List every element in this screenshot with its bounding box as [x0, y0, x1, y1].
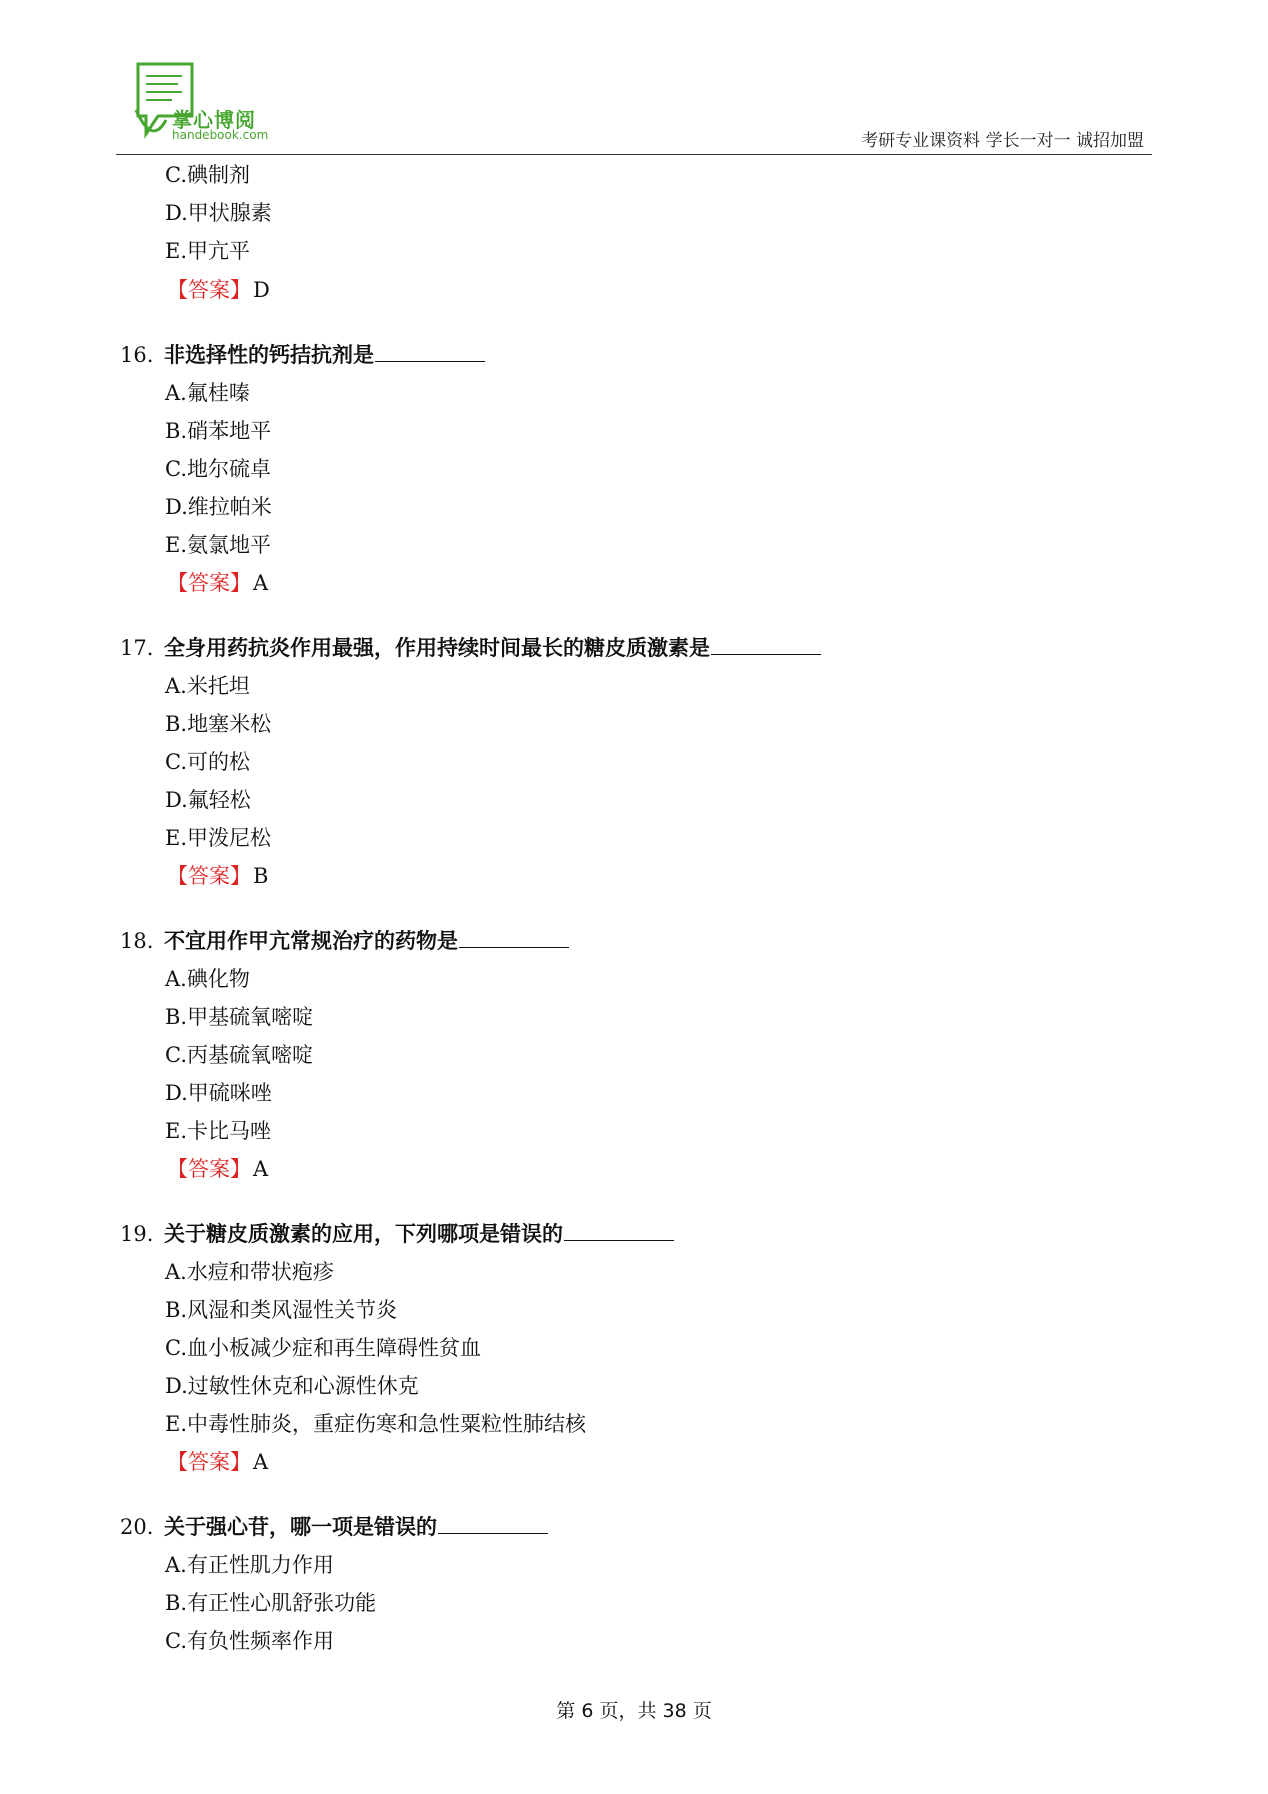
- option-line: B.地塞米松: [165, 712, 272, 736]
- page-number: 第 6 页，共 38 页: [556, 1700, 712, 1722]
- question-stem: 16. 非选择性的钙拮抗剂是: [120, 340, 485, 370]
- option-line: A.米托坦: [165, 674, 250, 698]
- option-line: B.硝苯地平: [165, 419, 272, 443]
- answer-blank: [375, 341, 485, 362]
- logo-name: 掌心博阅: [172, 108, 256, 132]
- answer-blank: [459, 927, 569, 948]
- option-line: D.氟轻松: [165, 788, 251, 812]
- question-stem: 19. 关于糖皮质激素的应用，下列哪项是错误的: [120, 1219, 674, 1249]
- answer-line: 【答案】D: [167, 278, 270, 302]
- option-line: C.地尔硫卓: [165, 457, 271, 481]
- header-divider: [116, 154, 1152, 155]
- header-slogan: 考研专业课资料 学长一对一 诚招加盟: [861, 131, 1144, 151]
- answer-blank: [564, 1220, 674, 1241]
- option-line: A.水痘和带状疱疹: [165, 1260, 334, 1284]
- question-stem: 17. 全身用药抗炎作用最强，作用持续时间最长的糖皮质激素是: [120, 633, 821, 663]
- option-line: A.有正性肌力作用: [165, 1553, 334, 1577]
- page-header: [0, 0, 1268, 160]
- answer-line: 【答案】A: [167, 571, 269, 595]
- option-line: E.中毒性肺炎，重症伤寒和急性粟粒性肺结核: [165, 1412, 587, 1436]
- option-line: B.甲基硫氧嘧啶: [165, 1005, 314, 1029]
- option-line: B.有正性心肌舒张功能: [165, 1591, 377, 1615]
- page-footer: [0, 1696, 1268, 1723]
- option-line: E.氨氯地平: [165, 533, 272, 557]
- answer-line: 【答案】A: [167, 1157, 269, 1181]
- answer-blank: [711, 634, 821, 655]
- option-line: C.丙基硫氧嘧啶: [165, 1043, 313, 1067]
- option-line: D.维拉帕米: [165, 495, 272, 519]
- option-line: D.甲硫咪唑: [165, 1081, 272, 1105]
- option-line: E.甲亢平: [165, 239, 251, 263]
- question-stem: 20. 关于强心苷，哪一项是错误的: [120, 1512, 548, 1542]
- question-stem: 18. 不宜用作甲亢常规治疗的药物是: [120, 926, 569, 956]
- option-line: B.风湿和类风湿性关节炎: [165, 1298, 398, 1322]
- option-line: C.碘制剂: [165, 163, 250, 187]
- answer-line: 【答案】A: [167, 1450, 269, 1474]
- option-line: C.可的松: [165, 750, 250, 774]
- option-line: D.过敏性休克和心源性休克: [165, 1374, 419, 1398]
- answer-line: 【答案】B: [167, 864, 269, 888]
- option-line: C.有负性频率作用: [165, 1629, 334, 1653]
- answer-blank: [438, 1513, 548, 1534]
- option-line: A.碘化物: [165, 967, 250, 991]
- option-line: C.血小板减少症和再生障碍性贫血: [165, 1336, 481, 1360]
- logo-domain: handebook.com: [172, 128, 269, 142]
- option-line: E.卡比马唑: [165, 1119, 272, 1143]
- option-line: D.甲状腺素: [165, 201, 272, 225]
- logo: [132, 60, 292, 146]
- option-line: A.氟桂嗪: [165, 381, 250, 405]
- option-line: E.甲泼尼松: [165, 826, 272, 850]
